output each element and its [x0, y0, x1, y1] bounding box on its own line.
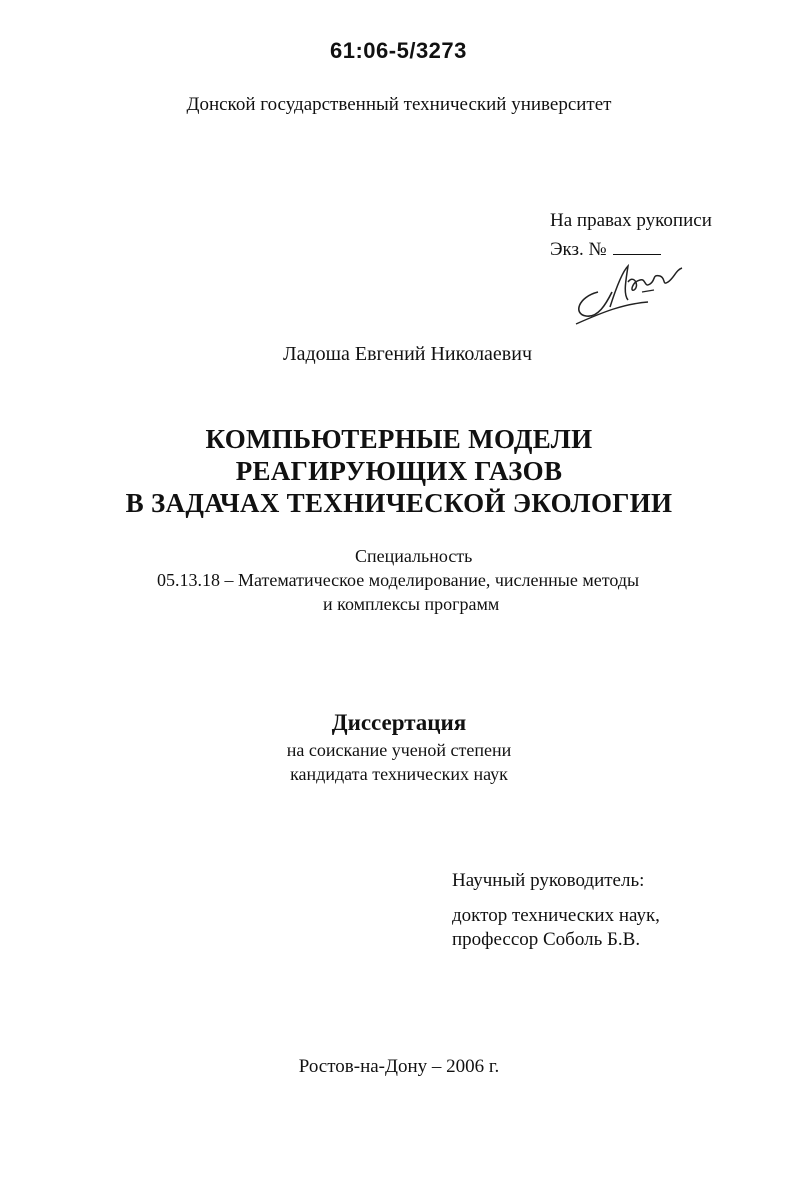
place-year: Ростов-на-Дону – 2006 г.: [298, 1056, 500, 1077]
dissertation-line-1: на соискание ученой степени: [286, 740, 512, 760]
supervisor-degree: доктор технических наук,: [452, 905, 660, 926]
title-line-2: РЕАГИРУЮЩИХ ГАЗОВ: [235, 456, 563, 486]
title-line-3: В ЗАДАЧАХ ТЕХНИЧЕСКОЙ ЭКОЛОГИИ: [125, 488, 673, 518]
dissertation-line-2: кандидата технических наук: [290, 764, 508, 784]
dissertation-heading: Диссертация: [331, 710, 467, 735]
specialty-label: Специальность: [355, 546, 473, 566]
rights-note: На правах рукописи: [550, 210, 712, 231]
archive-code: 61:06-5/3273: [330, 38, 467, 63]
specialty-line-2: и комплексы программ: [323, 594, 500, 614]
supervisor-name: профессор Соболь Б.В.: [452, 929, 641, 950]
signature-icon: [568, 252, 698, 332]
author-name: Ладоша Евгений Николаевич: [283, 343, 533, 365]
supervisor-label: Научный руководитель:: [452, 870, 645, 891]
title-line-1: КОМПЬЮТЕРНЫЕ МОДЕЛИ: [205, 424, 593, 454]
copy-number-label: Экз. №: [550, 239, 607, 260]
university-name: Донской государственный технический университет: [186, 94, 612, 115]
specialty-line-1: 05.13.18 – Математическое моделирование, численные методы: [157, 570, 640, 590]
